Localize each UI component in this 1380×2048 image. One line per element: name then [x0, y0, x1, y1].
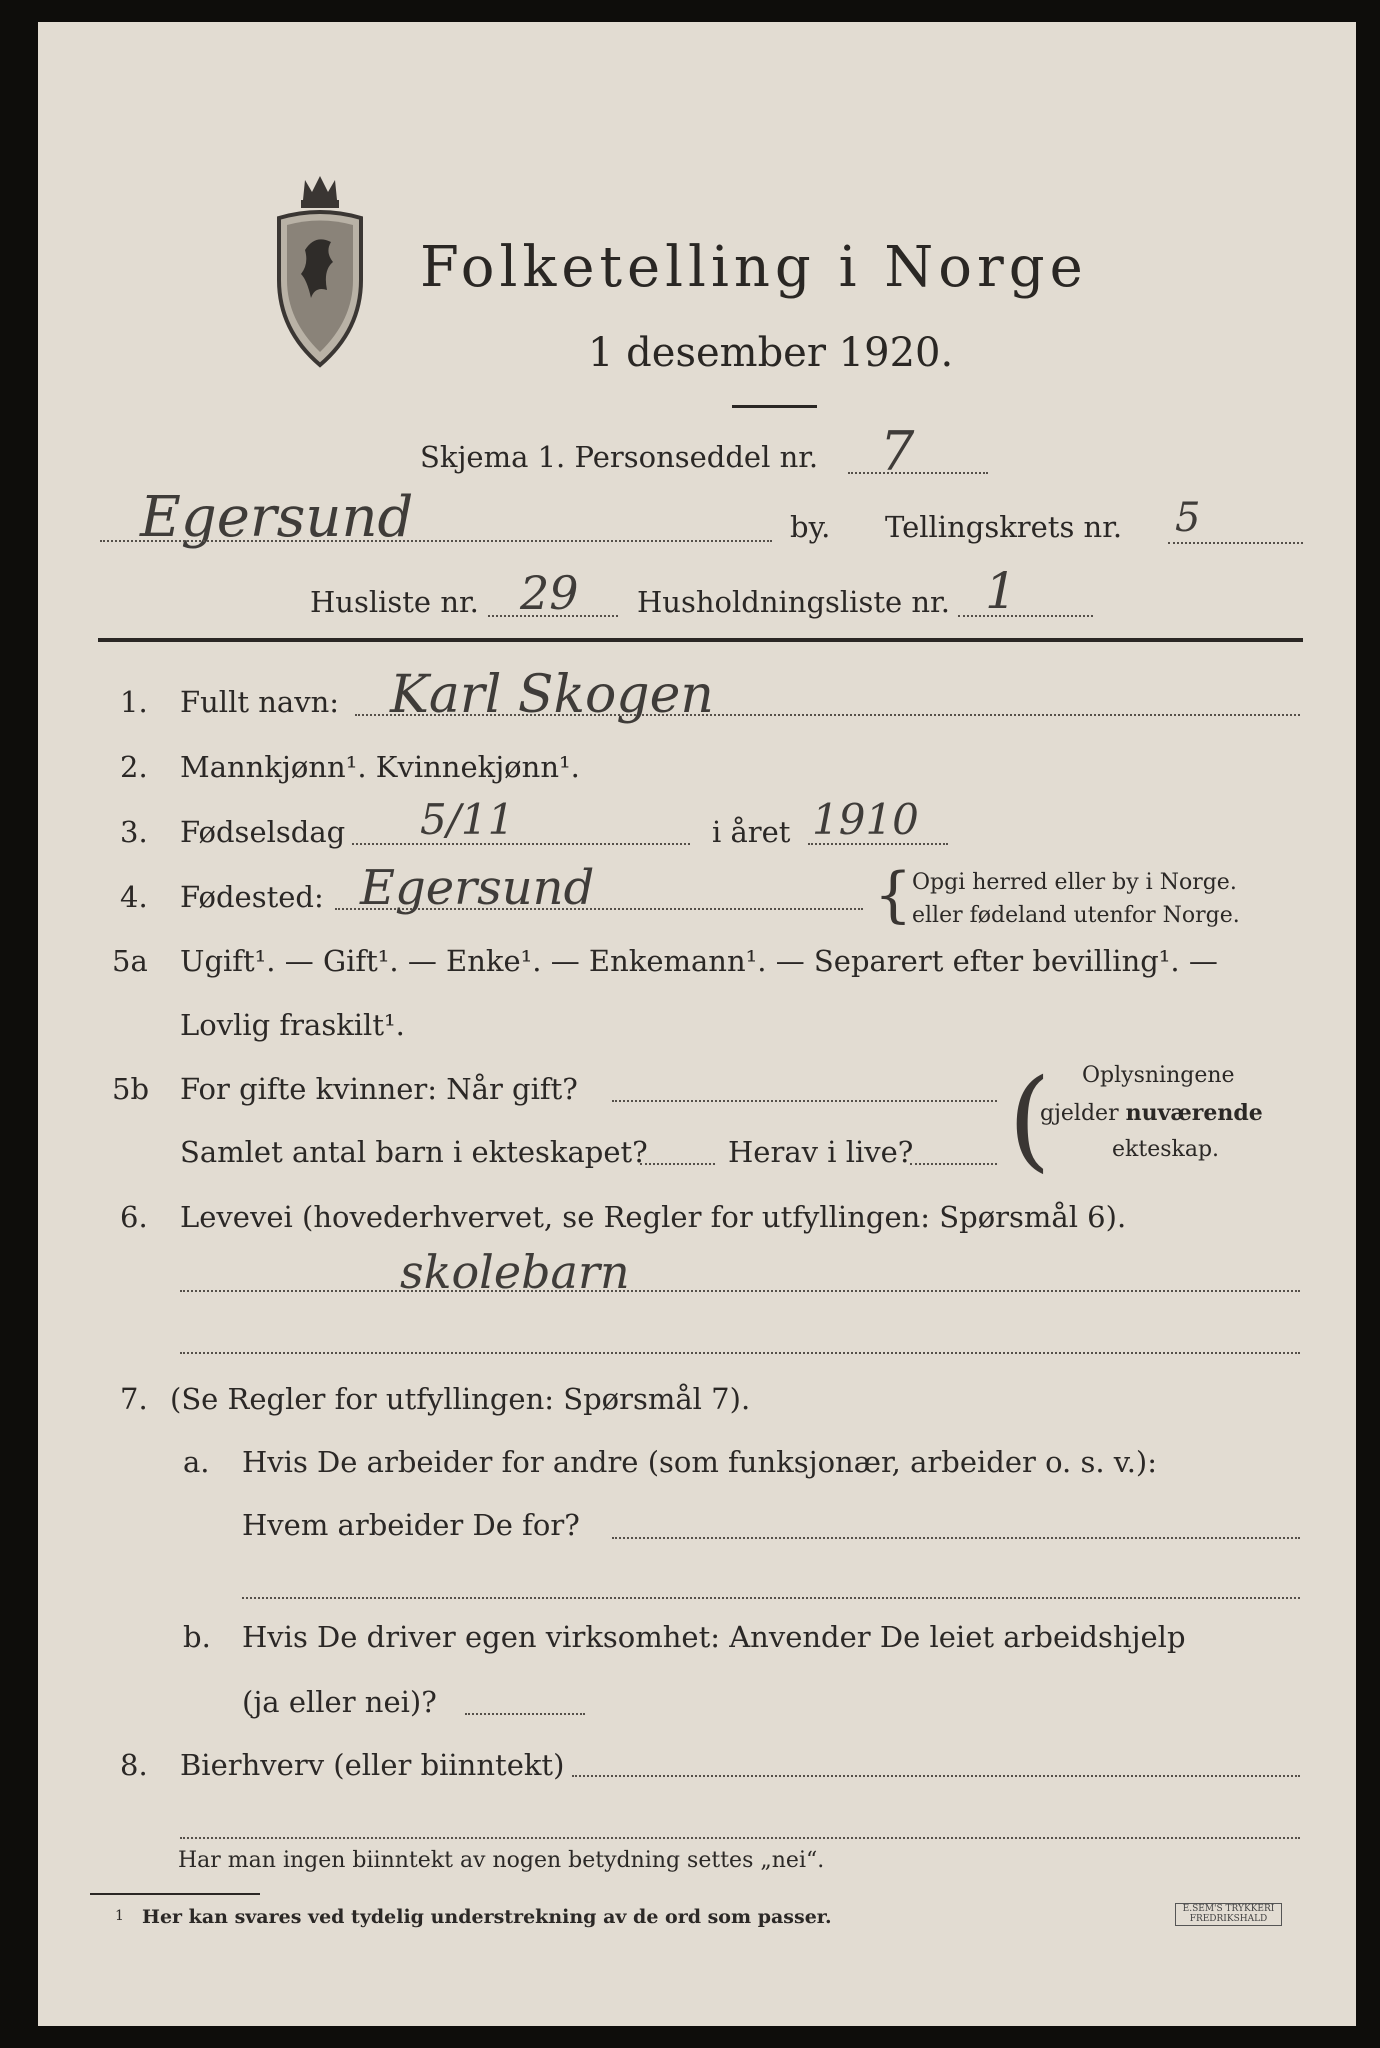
- q7b-line: [465, 1713, 585, 1715]
- q5b-alive-label: Herav i live?: [728, 1135, 914, 1169]
- footnote-text: Her kan svares ved tydelig understrekning av de ord som passer.: [142, 1906, 832, 1928]
- q6-number: 6.: [120, 1200, 148, 1234]
- by-line: [100, 540, 772, 542]
- krets-line: [1168, 542, 1303, 544]
- q4-note-line2: eller fødeland utenfor Norge.: [912, 903, 1240, 928]
- q3-label: Fødselsdag: [180, 815, 346, 849]
- q3-line: [352, 843, 690, 845]
- q5b-note2-bold: nuværende: [1125, 1100, 1263, 1126]
- q5a-marital-options: Ugift¹. — Gift¹. — Enke¹. — Enkemann¹. — Separert efter bevilling¹. —: [180, 944, 1218, 978]
- printer-line1: E.SEM'S TRYKKERI: [1182, 1904, 1275, 1914]
- q1-full-name: Karl Skogen: [390, 665, 714, 725]
- footnote-number: 1: [115, 1908, 124, 1924]
- husholdning-line: [958, 615, 1093, 617]
- title-divider: [732, 405, 817, 408]
- skjema-number: 7: [880, 420, 915, 483]
- krets-label: Tellingskrets nr.: [885, 510, 1123, 544]
- q8-line1: [572, 1775, 1300, 1777]
- q7b-letter: b.: [183, 1620, 211, 1654]
- q7-number: 7.: [120, 1382, 148, 1416]
- q7-label: (Se Regler for utfyllingen: Spørsmål 7).: [170, 1382, 751, 1416]
- q8-number: 8.: [120, 1748, 148, 1782]
- q5b-note1: Oplysningene: [1082, 1063, 1235, 1088]
- printer-line2: FREDRIKSHALD: [1189, 1914, 1268, 1924]
- printer-stamp: [1175, 1903, 1282, 1926]
- q6-line1: [180, 1290, 1300, 1292]
- husholdning-label: Husholdningsliste nr.: [637, 585, 950, 619]
- q4-note-line1: Opgi herred eller by i Norge.: [912, 870, 1237, 895]
- q5b-children-line: [640, 1163, 715, 1165]
- q6-line2: [180, 1352, 1300, 1354]
- q4-label: Fødested:: [180, 880, 324, 914]
- q5b-note2-text: gjelder: [1040, 1101, 1126, 1126]
- q5b-note3: ekteskap.: [1112, 1137, 1220, 1162]
- q5a-number: 5a: [112, 944, 148, 978]
- q4-birthplace: Egersund: [360, 860, 595, 916]
- footnote-rule: [90, 1893, 260, 1895]
- q7a-line1: Hvis De arbeider for andre (som funksjonær, arbeider o. s. v.):: [242, 1445, 1158, 1479]
- q7a-line2: Hvem arbeider De for?: [242, 1508, 580, 1542]
- q3-year-label: i året: [712, 815, 791, 849]
- q2-number: 2.: [120, 750, 148, 784]
- q5b-number: 5b: [112, 1072, 150, 1106]
- q8-line2: [180, 1837, 1300, 1839]
- skjema-line: [848, 472, 988, 474]
- footer-note: Har man ingen biinntekt av nogen betydning settes „nei“.: [178, 1848, 825, 1873]
- husholdning-number: 1: [985, 562, 1017, 620]
- census-date: 1 desember 1920.: [588, 330, 954, 376]
- q2-gender-options: Mannkjønn¹. Kvinnekjønn¹.: [180, 750, 580, 784]
- by-name: Egersund: [140, 485, 414, 550]
- husliste-number: 29: [520, 566, 579, 620]
- q3-number: 3.: [120, 815, 148, 849]
- header-rule: [98, 638, 1303, 642]
- q3-birthday: 5/11: [420, 795, 515, 844]
- krets-number: 5: [1175, 495, 1201, 541]
- q5b-married-line: [612, 1100, 997, 1102]
- q4-brace: {: [874, 860, 913, 930]
- q5a-marital-options-cont: Lovlig fraskilt¹.: [180, 1008, 405, 1042]
- q1-label: Fullt navn:: [180, 685, 340, 719]
- husliste-label: Husliste nr.: [310, 585, 479, 619]
- q4-number: 4.: [120, 880, 148, 914]
- q1-number: 1.: [120, 685, 148, 719]
- q7b-line2: (ja eller nei)?: [242, 1685, 437, 1719]
- q3-birth-year: 1910: [812, 795, 919, 844]
- q5b-children-label: Samlet antal barn i ekteskapet?: [180, 1135, 648, 1169]
- q7a-line: [612, 1537, 1300, 1539]
- q5b-alive-line: [910, 1163, 997, 1165]
- skjema-label: Skjema 1. Personseddel nr.: [420, 440, 819, 474]
- q8-label: Bierhverv (eller biinntekt): [180, 1748, 565, 1782]
- q6-label: Levevei (hovederhvervet, se Regler for utfyllingen: Spørsmål 6).: [180, 1200, 1127, 1234]
- q7b-line1: Hvis De driver egen virksomhet: Anvender De leiet arbeidshjelp: [242, 1620, 1186, 1654]
- by-label: by.: [790, 510, 831, 544]
- q7a-letter: a.: [183, 1445, 210, 1479]
- coat-of-arms-icon: [265, 170, 375, 370]
- form-title: Folketelling i Norge: [420, 235, 1088, 300]
- q6-occupation: skolebarn: [400, 1245, 630, 1299]
- q5b-brace: (: [1008, 1055, 1051, 1183]
- q7a-line-extra: [242, 1597, 1300, 1599]
- q5b-line1: For gifte kvinner: Når gift?: [180, 1072, 578, 1106]
- q5b-note2: [1040, 1100, 1263, 1126]
